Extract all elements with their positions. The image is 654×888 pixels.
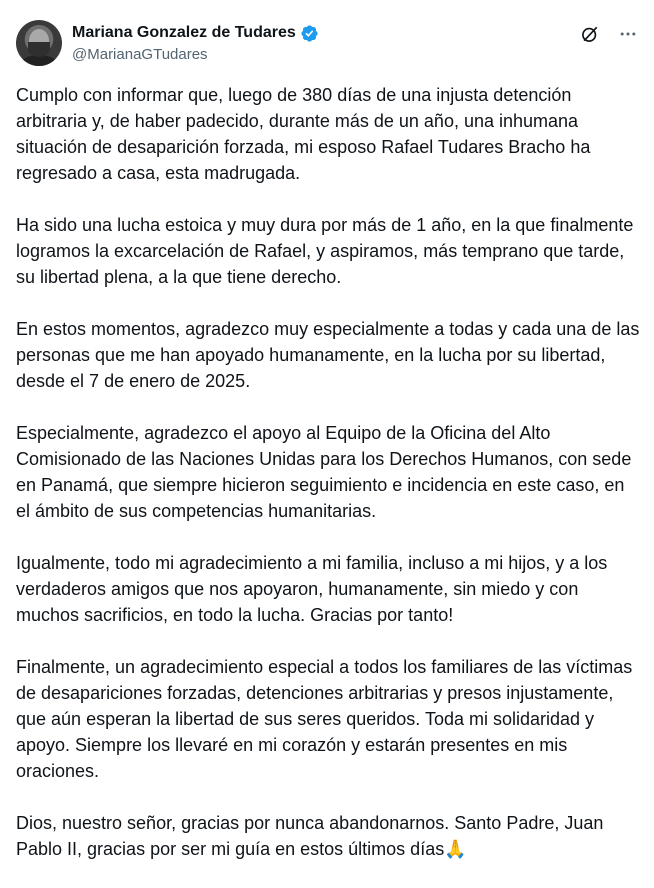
post-last-paragraph [16,810,642,862]
post-paragraph: Ha sido una lucha estoica y muy dura por más de 1 año, en la que finalmente logramos la excarcelación de Rafael, y aspiramos, más temprano que tarde, su libertad plena, a la que tiene derecho. [16,215,634,287]
avatar[interactable] [16,20,62,66]
post-header [16,18,638,68]
post-paragraph: Igualmente, todo mi agradecimiento a mi familia, incluso a mi hijos, y a los verdaderos amigos que nos apoyaron, humanamente, sin miedo y con muchos sacrificios, en todo la lucha. Gracias por tanto! [16,553,608,625]
post-paragraph: Especialmente, agradezco el apoyo al Equipo de la Oficina del Alto Comisionado de las Naciones Unidas para los Derechos Humanos, con sede en Panamá, que siempre hicieron seguimiento e incidencia en este caso, en el ámbito de sus competencias humanitarias. [16,423,632,521]
author-block [72,22,319,63]
more-options-icon[interactable] [618,24,638,44]
verified-badge-icon [300,24,319,43]
post-paragraph: Cumplo con informar que, luego de 380 días de una injusta detención arbitraria y, de haber padecido, durante más de un año, una inhumana situación de desaparición forzada, mi esposo Rafael Tudares Bracho ha regresado a casa, esta madrugada. [16,85,591,183]
post-body [16,82,642,888]
author-name-row [72,22,319,44]
post-paragraph: En estos momentos, agradezco muy especialmente a todas y cada una de las personas que me han apoyado humanamente, en la lucha por su libertad, desde el 7 de enero de 2025. [16,319,640,391]
praying-hands-icon: 🙏 [444,839,467,859]
post-actions [580,24,638,44]
grok-icon[interactable] [580,24,600,44]
avatar-beard [28,42,50,57]
author-name[interactable]: Mariana Gonzalez de Tudares [72,24,296,41]
post-paragraph: Finalmente, un agradecimiento especial a todos los familiares de las víctimas de desapariciones forzadas, detenciones arbitrarias y presos injustamente, que aún esperan la libertad de sus seres queridos. Toda mi solidaridad y apoyo. Siempre los llevaré en mi corazón y estarán presentes en mis oraciones. [16,657,633,781]
author-handle[interactable]: @MarianaGTudares [72,46,208,63]
post-paragraph-text: Dios, nuestro señor, gracias por nunca abandonarnos. Santo Padre, Juan Pablo II, gracias por ser mi guía en estos últimos días [16,813,604,859]
